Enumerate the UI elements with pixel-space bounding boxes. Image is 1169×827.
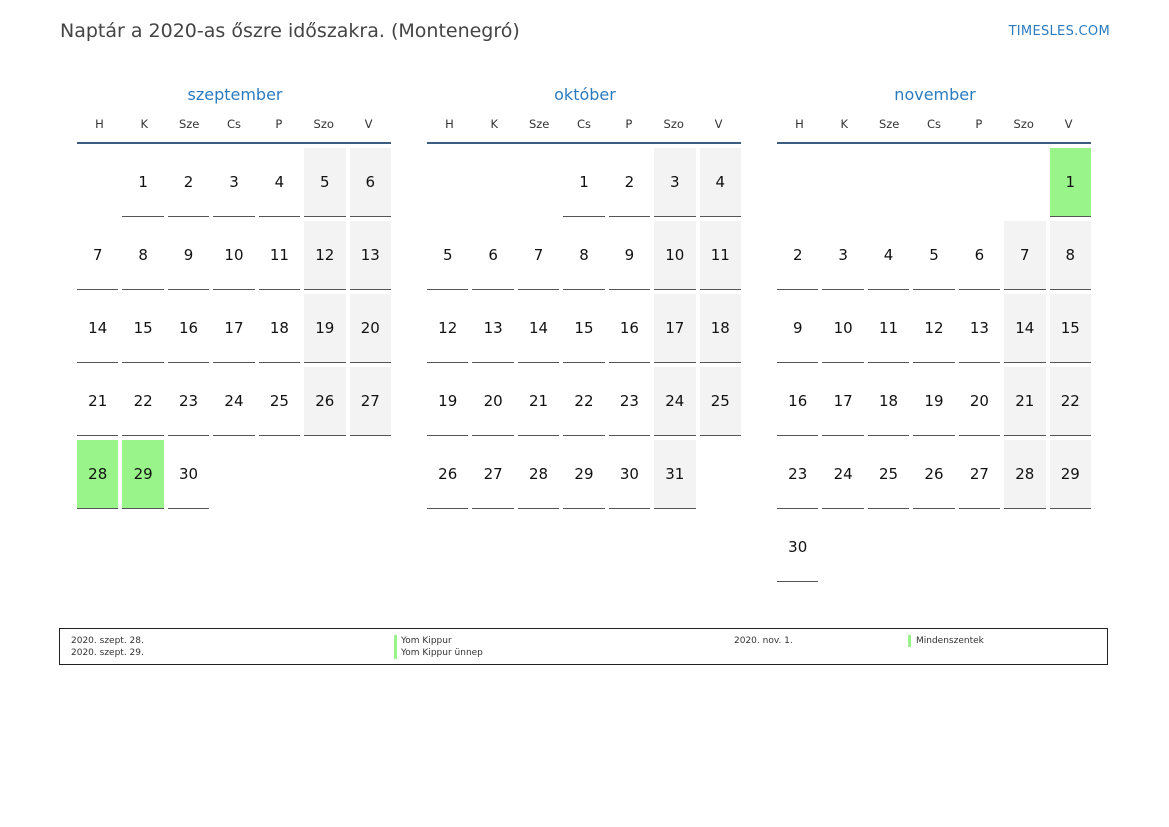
week-row [427,440,745,513]
day-cell: 8 [563,221,604,290]
day-cell: 15 [563,294,604,363]
week-row [427,367,745,440]
day-cell: 5 [427,221,468,290]
weekday-label: P [275,117,283,131]
day-cell: 4 [259,148,300,217]
day-cell: 28 [518,440,559,509]
day-cell: 2 [168,148,209,217]
day-cell: 22 [563,367,604,436]
week-row [777,513,1095,586]
week-row [77,367,395,440]
day-cell: 25 [700,367,741,436]
day-cell: 5 [304,148,345,217]
day-cell: 17 [822,367,863,436]
empty-day-cell [518,148,559,217]
day-cell: 12 [913,294,954,363]
day-cell: 21 [518,367,559,436]
weekday-label: H [445,117,454,131]
day-cell: 28 [1004,440,1045,509]
day-cell: 11 [868,294,909,363]
day-cell: 18 [868,367,909,436]
weekday-label: K [840,117,849,131]
month-september [77,84,395,513]
weekday-label: Sze [878,117,900,131]
empty-day-cell [868,148,909,217]
month-november [777,84,1095,586]
day-cell: 7 [518,221,559,290]
holiday-day-cell: 29 [122,440,163,509]
day-cell: 29 [1050,440,1091,509]
holiday-legend [59,628,1108,665]
weekday-label: V [1064,117,1073,131]
week-row [777,294,1095,367]
day-cell: 21 [77,367,118,436]
weekday-label: P [625,117,633,131]
day-cell: 5 [913,221,954,290]
weekday-label: H [95,117,104,131]
day-cell: 14 [518,294,559,363]
day-cell: 8 [1050,221,1091,290]
day-cell: 7 [1004,221,1045,290]
day-cell: 20 [472,367,513,436]
week-row [427,148,745,221]
day-cell: 29 [563,440,604,509]
week-row [427,221,745,294]
day-cell: 4 [700,148,741,217]
day-cell: 24 [822,440,863,509]
week-row [777,221,1095,294]
legend-name-3: Mindenszentek [916,636,984,646]
day-cell: 13 [350,221,391,290]
day-cell: 21 [1004,367,1045,436]
month-grid [77,148,395,513]
empty-day-cell [1004,148,1045,217]
day-cell: 15 [122,294,163,363]
weekday-label: Szo [1013,117,1034,131]
weekday-label: Szo [663,117,684,131]
weekday-label: K [140,117,149,131]
day-cell: 13 [472,294,513,363]
empty-day-cell [913,148,954,217]
day-cell: 24 [654,367,695,436]
empty-day-cell [822,513,863,582]
day-cell: 26 [913,440,954,509]
day-cell: 19 [427,367,468,436]
day-cell: 25 [259,367,300,436]
day-cell: 17 [213,294,254,363]
legend-date-1: 2020. szept. 28. [71,636,144,646]
legend-marker-1 [394,635,397,647]
day-cell: 20 [959,367,1000,436]
day-cell: 12 [427,294,468,363]
legend-marker-2 [394,647,397,659]
day-cell: 11 [259,221,300,290]
holiday-day-cell: 1 [1050,148,1091,217]
page-title: Naptár a 2020-as őszre időszakra. (Montenegró) [60,20,520,42]
month-grid [427,148,745,513]
day-cell: 16 [609,294,650,363]
week-row [777,148,1095,221]
day-cell: 20 [350,294,391,363]
day-cell: 6 [959,221,1000,290]
week-row [77,148,395,221]
weekday-header [427,116,741,144]
day-cell: 14 [77,294,118,363]
day-cell: 16 [777,367,818,436]
day-cell: 10 [822,294,863,363]
day-cell: 18 [700,294,741,363]
day-cell: 12 [304,221,345,290]
legend-date-2: 2020. szept. 29. [71,648,144,658]
weekday-label: Sze [178,117,200,131]
day-cell: 8 [122,221,163,290]
day-cell: 3 [654,148,695,217]
empty-day-cell [259,440,300,509]
day-cell: 19 [913,367,954,436]
empty-day-cell [700,440,741,509]
holiday-day-cell: 28 [77,440,118,509]
empty-day-cell [1050,513,1091,582]
day-cell: 11 [700,221,741,290]
empty-day-cell [1004,513,1045,582]
week-row [777,367,1095,440]
day-cell: 1 [122,148,163,217]
day-cell: 10 [654,221,695,290]
day-cell: 30 [609,440,650,509]
month-grid [777,148,1095,586]
day-cell: 30 [777,513,818,582]
day-cell: 22 [1050,367,1091,436]
day-cell: 13 [959,294,1000,363]
month-title: november [894,85,976,104]
day-cell: 31 [654,440,695,509]
day-cell: 9 [168,221,209,290]
weekday-label: Szo [313,117,334,131]
weekday-label: Cs [226,117,242,131]
day-cell: 26 [427,440,468,509]
weekday-label: Cs [926,117,942,131]
day-cell: 15 [1050,294,1091,363]
day-cell: 25 [868,440,909,509]
day-cell: 9 [777,294,818,363]
week-row [427,294,745,367]
day-cell: 23 [777,440,818,509]
day-cell: 23 [168,367,209,436]
weekday-label: P [975,117,983,131]
empty-day-cell [822,148,863,217]
day-cell: 2 [609,148,650,217]
day-cell: 4 [868,221,909,290]
day-cell: 10 [213,221,254,290]
empty-day-cell [868,513,909,582]
day-cell: 7 [77,221,118,290]
week-row [777,440,1095,513]
empty-day-cell [913,513,954,582]
day-cell: 18 [259,294,300,363]
day-cell: 27 [350,367,391,436]
day-cell: 16 [168,294,209,363]
month-october [427,84,745,513]
brand-link[interactable]: TIMESLES.COM [1008,24,1110,39]
weekday-label: Cs [576,117,592,131]
weekday-header [777,116,1091,144]
weekday-label: V [714,117,723,131]
day-cell: 3 [213,148,254,217]
week-row [77,294,395,367]
week-row [77,440,395,513]
empty-day-cell [77,148,118,217]
day-cell: 6 [350,148,391,217]
empty-day-cell [213,440,254,509]
empty-day-cell [350,440,391,509]
day-cell: 30 [168,440,209,509]
weekday-label: Sze [528,117,550,131]
day-cell: 19 [304,294,345,363]
day-cell: 22 [122,367,163,436]
day-cell: 23 [609,367,650,436]
legend-name-2: Yom Kippur ünnep [401,648,483,658]
weekday-label: K [490,117,499,131]
month-title: október [554,85,616,104]
legend-date-3: 2020. nov. 1. [734,636,793,646]
day-cell: 1 [563,148,604,217]
day-cell: 6 [472,221,513,290]
day-cell: 14 [1004,294,1045,363]
empty-day-cell [427,148,468,217]
empty-day-cell [959,513,1000,582]
month-title: szeptember [187,85,283,104]
day-cell: 2 [777,221,818,290]
day-cell: 24 [213,367,254,436]
empty-day-cell [777,148,818,217]
empty-day-cell [959,148,1000,217]
day-cell: 3 [822,221,863,290]
day-cell: 9 [609,221,650,290]
week-row [77,221,395,294]
legend-marker-3 [908,635,911,647]
legend-name-1: Yom Kippur [401,636,452,646]
weekday-header [77,116,391,144]
weekday-label: H [795,117,804,131]
empty-day-cell [304,440,345,509]
day-cell: 27 [472,440,513,509]
day-cell: 26 [304,367,345,436]
empty-day-cell [472,148,513,217]
day-cell: 17 [654,294,695,363]
day-cell: 27 [959,440,1000,509]
weekday-label: V [364,117,373,131]
